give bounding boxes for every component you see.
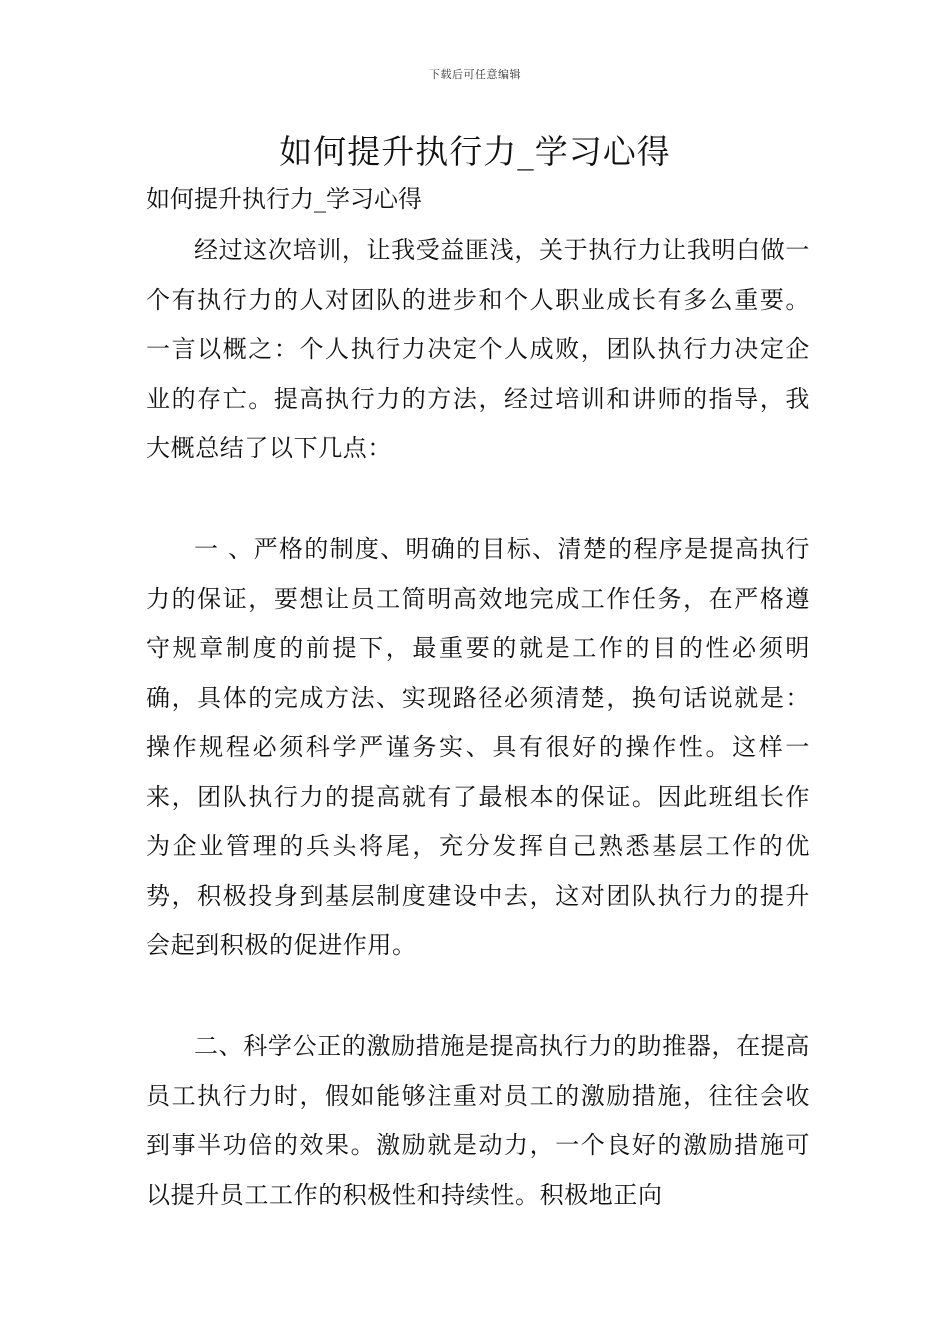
paragraph-point-two: 二、科学公正的激励措施是提高执行力的助推器，在提高员工执行力时，假如能够注重对员工的激励措施，往往会收到事半功倍的效果。激励就是动力，一个良好的激励措施可以提升员工工作的积极性和持续性。积极地正向 bbox=[146, 1032, 810, 1209]
paragraph-intro: 经过这次培训，让我受益匪浅，关于执行力让我明白做一个有执行力的人对团队的进步和个人职业成长有多么重要。一言以概之：个人执行力决定个人成败，团队执行力决定企业的存亡。提高执行力的方法，经过培训和讲师的指导，我大概总结了以下几点： bbox=[146, 236, 810, 462]
document-subtitle: 如何提升执行力_学习心得 bbox=[146, 185, 422, 213]
paragraph-point-one: 一 、严格的制度、明确的目标、清楚的程序是提高执行力的保证，要想让员工简明高效地完成工作任务，在严格遵守规章制度的前提下，最重要的就是工作的目的性必须明确，具体的完成方法、实现路径必须清楚，换句话说就是：操作规程必须科学严谨务实、具有很好的操作性。这样一来，团队执行力的提高就有了最根本的保证。因此班组长作为企业管理的兵头将尾，充分发挥自己熟悉基层工作的优势，积极投身到基层制度建设中去，这对团队执行力的提升会起到积极的促进作用。 bbox=[146, 535, 810, 959]
document-title: 如何提升执行力_学习心得 bbox=[279, 132, 671, 171]
header-note: 下载后可任意编辑 bbox=[429, 68, 521, 81]
